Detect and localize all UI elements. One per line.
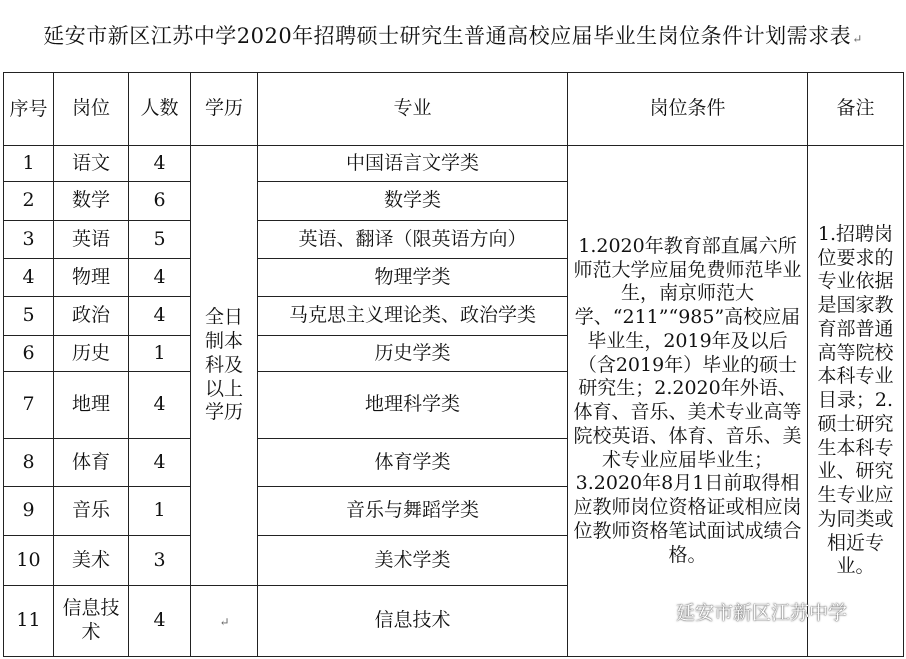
position-cell [54,438,129,486]
major-text: 历史学类 [374,341,451,364]
position-cell [54,535,129,585]
header-seq [4,73,54,146]
count-cell [129,438,191,486]
seq-cell [4,487,54,535]
major-cell [258,146,568,182]
count-text: 4 [153,304,166,327]
seq-cell [4,297,54,335]
count-text: 6 [153,189,166,212]
header-count [129,73,191,146]
education-cell [191,146,258,586]
education-cell-empty [191,586,258,657]
major-text: 信息技术 [374,609,451,632]
major-cell [258,438,568,486]
count-text: 4 [153,151,166,174]
title-text: 延安市新区江苏中学2020年招聘硕士研究生普通高校应届毕业生岗位条件计划需求表 [43,24,852,48]
count-text: 3 [153,548,166,571]
seq-cell [4,259,54,297]
notes-text: 1.招聘岗位要求的专业依据是国家教育部普通高等院校本科专业目录；2.硕士研究生本科专业、研究生专业应为同类或相近专业。 [817,222,894,578]
major-text: 美术学类 [374,548,451,571]
major-text: 数学类 [383,189,441,212]
position-cell [54,220,129,258]
count-text: 4 [153,393,166,416]
count-cell [129,487,191,535]
seq-cell [4,220,54,258]
table-row [4,146,904,182]
count-cell [129,372,191,439]
notes-cell [808,146,904,657]
count-cell [129,297,191,335]
header-major-text: 专业 [393,97,432,120]
position-text: 音乐 [71,499,110,522]
seq-text: 8 [22,450,35,473]
seq-text: 6 [22,341,35,364]
position-cell [54,297,129,335]
seq-text: 9 [22,499,35,522]
position-cell [54,182,129,220]
major-cell [258,335,568,371]
conditions-cell [568,146,808,657]
major-text: 中国语言文学类 [345,151,479,174]
seq-cell [4,535,54,585]
header-education-text: 学历 [204,97,243,120]
count-cell [129,146,191,182]
conditions-text: 1.2020年教育部直属六所师范大学应届免费师范毕业生，南京师范大学、“211”“985”高校应届毕业生，2019年及以后（含2019年）毕业的硕士研究生；2.2020年外语、体育、音乐、美术专业高等院校英语、体育、音乐、美术专业应届毕业生；3.2020年8月1日前取得相应教师岗位资格证或相应岗位教师资格笔试面试成绩合格。 [573,234,802,566]
count-cell [129,220,191,258]
position-cell [54,335,129,371]
position-text: 政治 [71,304,110,327]
count-cell [129,586,191,657]
header-row [4,73,904,146]
seq-cell [4,335,54,371]
major-text: 马克思主义理论类、政治学类 [288,304,536,327]
position-text: 历史 [71,341,110,364]
seq-cell [4,586,54,657]
education-text: 全日制本科及以上学历 [204,306,243,424]
major-text: 英语、翻译（限英语方向） [298,227,527,250]
major-text: 体育学类 [374,450,451,473]
position-text: 英语 [71,227,110,250]
position-text: 语文 [71,151,110,174]
seq-text: 11 [16,609,41,632]
header-education [191,73,258,146]
major-cell [258,259,568,297]
count-cell [129,259,191,297]
position-text: 地理 [71,393,110,416]
position-cell [54,586,129,657]
header-conditions [568,73,808,146]
position-text: 数学 [71,189,110,212]
watermark: 延安市新区江苏中学 [676,602,848,624]
count-text: 4 [153,450,166,473]
position-text: 美术 [71,548,110,571]
seq-text: 10 [16,548,41,571]
position-text: 信息技术 [62,597,120,644]
paragraph-mark: ↵ [219,615,230,630]
header-notes [808,73,904,146]
seq-cell [4,146,54,182]
major-cell [258,220,568,258]
major-cell [258,586,568,657]
paragraph-mark: ↵ [852,32,863,46]
count-text: 5 [153,227,166,250]
wechat-logo-icon [654,602,672,620]
document-title [0,20,906,50]
position-cell [54,259,129,297]
major-cell [258,297,568,335]
header-count-text: 人数 [140,97,179,120]
header-position-text: 岗位 [71,97,110,120]
recruitment-plan-table [3,72,904,657]
major-cell [258,182,568,220]
major-cell [258,535,568,585]
major-text: 地理科学类 [364,393,460,416]
count-cell [129,182,191,220]
major-cell [258,372,568,439]
count-text: 4 [153,265,166,288]
major-text: 音乐与舞蹈学类 [345,499,479,522]
seq-text: 2 [22,189,35,212]
position-text: 体育 [71,450,110,473]
count-text: 4 [153,609,166,632]
seq-cell [4,182,54,220]
major-text: 物理学类 [374,265,451,288]
position-text: 物理 [71,265,110,288]
header-seq-text: 序号 [9,98,48,120]
seq-text: 1 [22,151,35,174]
major-cell [258,487,568,535]
count-text: 1 [153,499,166,522]
count-cell [129,535,191,585]
seq-text: 5 [22,304,35,327]
position-cell [54,487,129,535]
seq-text: 4 [22,265,35,288]
position-cell [54,372,129,439]
seq-text: 7 [22,393,35,416]
header-conditions-text: 岗位条件 [649,97,726,120]
seq-cell [4,438,54,486]
seq-text: 3 [22,227,35,250]
header-position [54,73,129,146]
header-major [258,73,568,146]
seq-cell [4,372,54,439]
header-notes-text: 备注 [836,97,875,120]
position-cell [54,146,129,182]
count-cell [129,335,191,371]
count-text: 1 [153,341,166,364]
